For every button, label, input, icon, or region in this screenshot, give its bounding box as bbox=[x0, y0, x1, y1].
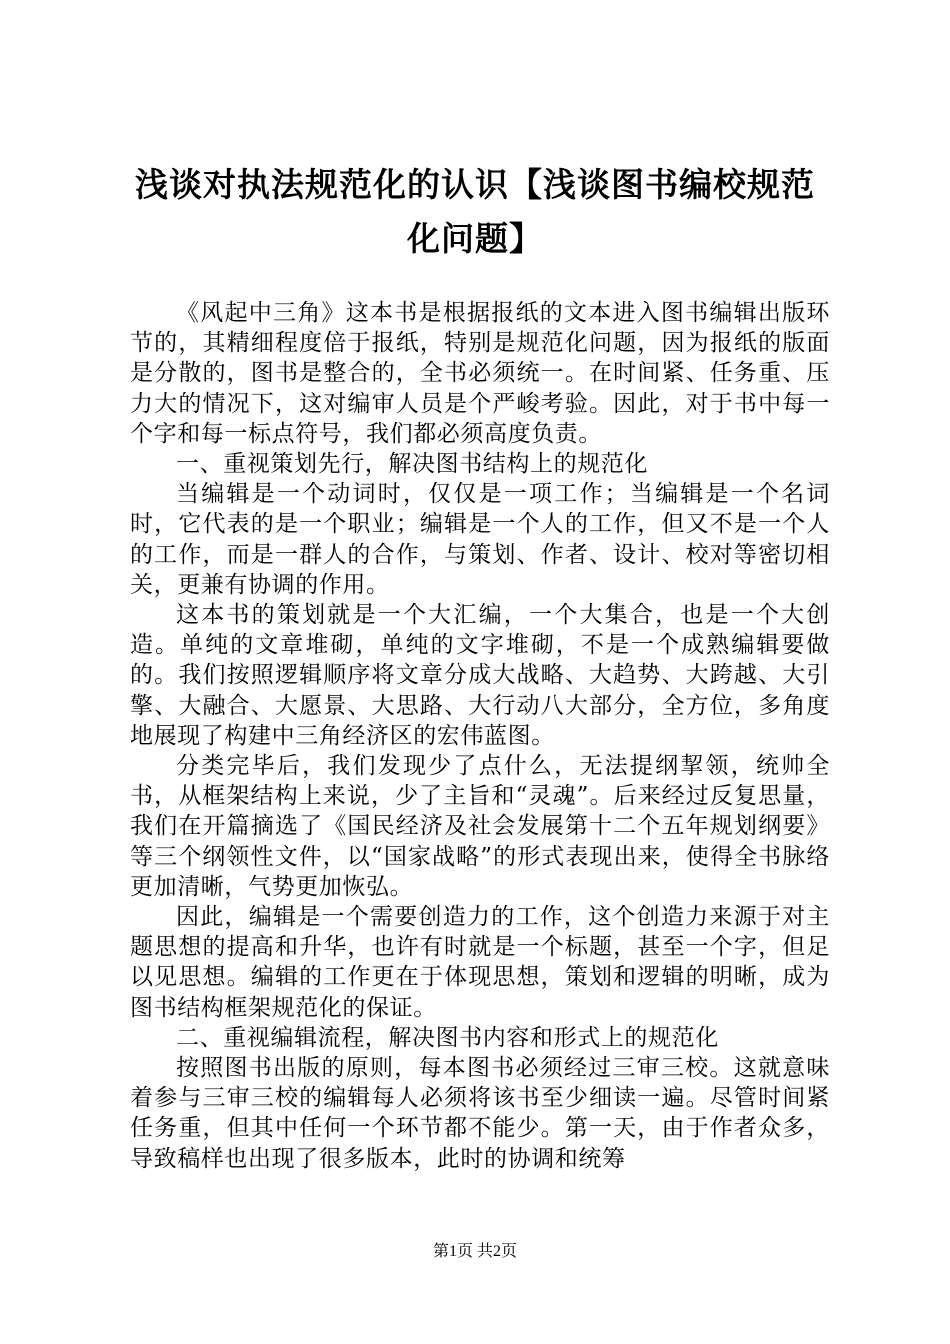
paragraph-planning: 这本书的策划就是一个大汇编，一个大集合，也是一个大创造。单纯的文章堆砌，单纯的文字堆砌，不是一个成熟编辑要做的。我们按照逻辑顺序将文章分成大战略、大趋势、大跨越、大引擎、大融合、大愿景、大思路、大行动八大部分，全方位，多角度地展现了构建中三角经济区的宏伟蓝图。 bbox=[130, 602, 830, 749]
page-number-footer: 第1页 共2页 bbox=[432, 1243, 517, 1260]
section-heading-1: 一、重视策划先行，解决图书结构上的规范化 bbox=[176, 451, 648, 478]
document-body bbox=[130, 298, 830, 1174]
paragraph-editor-role: 当编辑是一个动词时，仅仅是一项工作；当编辑是一个名词时，它代表的是一个职业；编辑是一个人的工作，但又不是一个人的工作，而是一群人的合作，与策划、作者、设计、校对等密切相关，更兼有协调的作用。 bbox=[130, 481, 830, 598]
paragraph-review-process: 按照图书出版的原则，每本图书必须经过三审三校。这就意味着参与三审三校的编辑每人必须将该书至少细读一遍。尽管时间紧任务重，但其中任何一个环节都不能少。第一天，由于作者众多，导致稿样也出现了很多版本，此时的协调和统筹 bbox=[130, 1055, 830, 1172]
section-heading-2: 二、重视编辑流程，解决图书内容和形式上的规范化 bbox=[176, 1024, 719, 1051]
document-title: 浅谈对执法规范化的认识【浅谈图书编校规范化问题】 bbox=[135, 165, 815, 258]
paragraph-classification: 分类完毕后，我们发现少了点什么，无法提纲挈领，统帅全书，从框架结构上来说，少了主旨和“灵魂”。后来经过反复思量，我们在开篇摘选了《国民经济及社会发展第十二个五年规划纲要》等三个纲领性文件，以“国家战略”的形式表现出来，使得全书脉络更加清晰，气势更加恢弘。 bbox=[130, 753, 830, 900]
paragraph-intro: 《风起中三角》这本书是根据报纸的文本进入图书编辑出版环节的，其精细程度倍于报纸，特别是规范化问题，因为报纸的版面是分散的，图书是整合的，全书必须统一。在时间紧、任务重、压力大的情况下，这对编审人员是个严峻考验。因此，对于书中每一个字和每一标点符号，我们都必须高度负责。 bbox=[130, 300, 830, 447]
paragraph-creativity: 因此，编辑是一个需要创造力的工作，这个创造力来源于对主题思想的提高和升华，也许有时就是一个标题，甚至一个字，但足以见思想。编辑的工作更在于体现思想，策划和逻辑的明晰，成为图书结构框架规范化的保证。 bbox=[130, 904, 830, 1021]
